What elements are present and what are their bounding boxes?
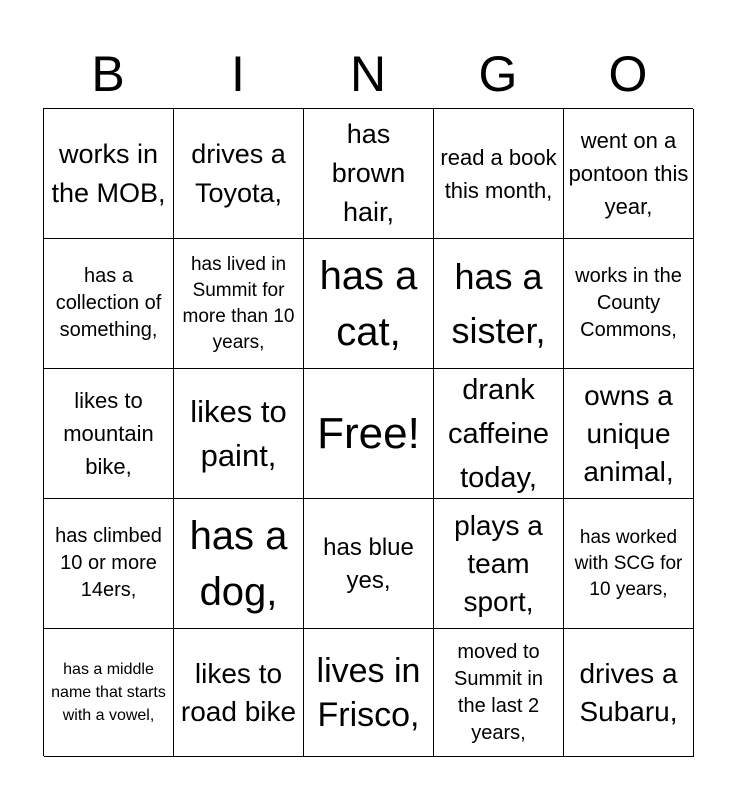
cell-text: moved to Summit in the last 2 years, bbox=[454, 640, 543, 744]
cell-text: drives a Subaru, bbox=[579, 657, 678, 727]
bingo-cell-3-3[interactable] bbox=[304, 369, 434, 499]
header-letter-o: O bbox=[608, 46, 648, 102]
cell-text: went on a pontoon this year, bbox=[568, 128, 689, 219]
bingo-cell-2-5[interactable] bbox=[564, 239, 694, 369]
bingo-cell-1-2[interactable] bbox=[174, 109, 304, 239]
bingo-cell-4-3[interactable] bbox=[304, 499, 434, 629]
cell-text: has lived in Summit for more than 10 years, bbox=[182, 253, 295, 353]
bingo-header bbox=[43, 40, 693, 108]
header-letter-b: B bbox=[91, 46, 125, 102]
bingo-cell-1-5[interactable] bbox=[564, 109, 694, 239]
cell-text: has blue yes, bbox=[323, 533, 414, 594]
bingo-cell-5-3[interactable] bbox=[304, 629, 434, 757]
cell-text: has climbed 10 or more 14ers, bbox=[55, 525, 162, 601]
cell-text: works in the MOB, bbox=[51, 138, 166, 208]
bingo-cell-5-2[interactable] bbox=[174, 629, 304, 757]
cell-text: plays a team sport, bbox=[454, 509, 543, 617]
cell-text: likes to road bike bbox=[180, 657, 297, 727]
bingo-cell-4-5[interactable] bbox=[564, 499, 694, 629]
bingo-cell-1-4[interactable] bbox=[434, 109, 564, 239]
bingo-cell-3-5[interactable] bbox=[564, 369, 694, 499]
header-letter-n: N bbox=[349, 46, 387, 102]
cell-text: has brown hair, bbox=[331, 119, 406, 227]
bingo-cell-2-4[interactable] bbox=[434, 239, 564, 369]
bingo-cell-5-4[interactable] bbox=[434, 629, 564, 757]
cell-text: drank caffeine today, bbox=[447, 373, 550, 494]
cell-text: likes to mountain bike, bbox=[63, 388, 154, 479]
header-letter-g: G bbox=[478, 46, 518, 102]
bingo-cell-1-3[interactable] bbox=[304, 109, 434, 239]
bingo-cell-5-1[interactable] bbox=[44, 629, 174, 757]
bingo-cell-4-4[interactable] bbox=[434, 499, 564, 629]
cell-text: likes to paint, bbox=[190, 393, 287, 473]
bingo-cell-2-1[interactable] bbox=[44, 239, 174, 369]
bingo-cell-2-3[interactable] bbox=[304, 239, 434, 369]
bingo-cell-3-1[interactable] bbox=[44, 369, 174, 499]
cell-text: drives a Toyota, bbox=[191, 138, 286, 208]
cell-text: lives in Frisco, bbox=[316, 651, 421, 734]
cell-text: has a middle name that starts with a vowel, bbox=[51, 661, 166, 724]
free-space-text: Free! bbox=[317, 408, 420, 458]
cell-text: has a dog, bbox=[189, 513, 288, 614]
cell-text: has worked with SCG for 10 years, bbox=[574, 526, 683, 600]
bingo-cell-4-1[interactable] bbox=[44, 499, 174, 629]
bingo-cell-3-4[interactable] bbox=[434, 369, 564, 499]
cell-text: read a book this month, bbox=[440, 144, 557, 203]
bingo-cell-1-1[interactable] bbox=[44, 109, 174, 239]
bingo-cell-2-2[interactable] bbox=[174, 239, 304, 369]
bingo-cell-3-2[interactable] bbox=[174, 369, 304, 499]
cell-text: has a sister, bbox=[451, 255, 546, 351]
cell-text: has a collection of something, bbox=[55, 265, 162, 341]
cell-text: has a cat, bbox=[319, 253, 418, 354]
cell-text: works in the County Commons, bbox=[575, 265, 682, 341]
bingo-cell-5-5[interactable] bbox=[564, 629, 694, 757]
cell-text: owns a unique animal, bbox=[583, 379, 674, 487]
bingo-cell-4-2[interactable] bbox=[174, 499, 304, 629]
header-letter-i: I bbox=[231, 46, 245, 102]
bingo-board bbox=[43, 108, 693, 756]
